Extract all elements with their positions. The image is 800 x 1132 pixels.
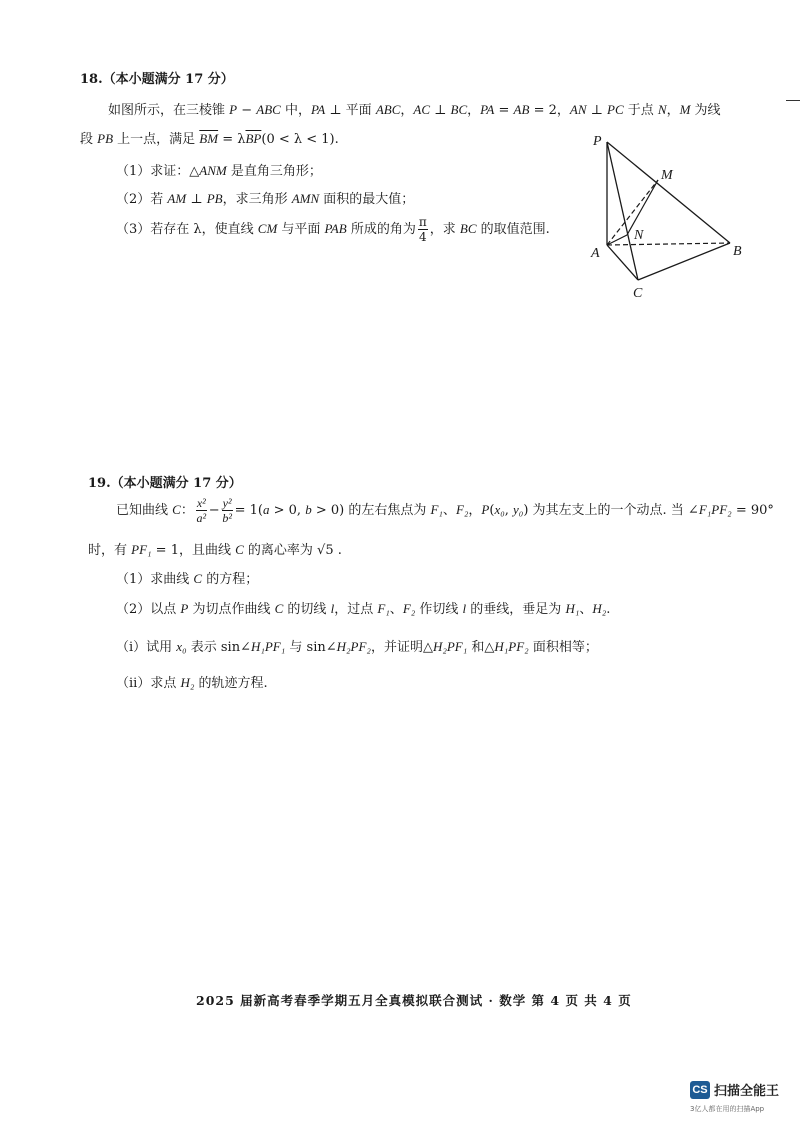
pi-over-4-fraction: $\frac{\pi}{4}$ [418,215,427,244]
q19-part2-ii: （ii）求点 H₂ 的轨迹方程. [116,675,268,691]
label-a: A [591,246,600,261]
label-m: M [661,168,673,183]
q19-stem-line1: 已知曲线 C： $\frac{\text{x²}}{\text{a²}}$ − $\frac{\text{y²}}{\text{b²}}$ = 1(a > 0, b > 0) 的左右焦点为 F₁、F₂，P(x₀, y₀) 为其左支上的一个动点. 当 ∠F₁PF₂ = 90° [116,496,774,525]
edge-ab-hidden [607,243,730,245]
watermark-name: 扫描全能王 [714,1084,780,1099]
edge-pb [607,142,730,243]
segment-am-hidden [607,180,658,245]
label-n: N [634,228,644,243]
scanner-watermark [690,1080,779,1099]
page-footer: 2025 届新高考春季学期五月全真模拟联合测试 · 数学 第 4 页 共 4 页 [196,993,632,1008]
q18-stem-line2: 段 PB 上一点，满足 $\overline{BM} = \lambda\overline{BP}(0 < \lambda < 1)$. [80,131,339,147]
q19-part2-i: （i）试用 x₀ 表示 sin∠H₁PF₁ 与 sin∠H₂PF₂，并证明△H₂PF₁ 和△H₁PF₂ 面积相等； [116,639,598,655]
q19-header: 19.（本小题满分 17 分） [88,476,242,491]
q19-part2: （2）以点 P 为切点作曲线 C 的切线 l，过点 F₁、F₂ 作切线 l 的垂线，垂足为 H₁、H₂. [116,601,611,617]
tetrahedron-figure [585,125,755,305]
x-squared-over-a-squared: $\frac{\text{x²}}{\text{a²}}$ [196,496,207,525]
q19-stem-line2: 时，有 PF₁ = 1，且曲线 C 的离心率为 √5 . [88,542,342,558]
q18-part2: （2）若 AM ⊥ PB，求三角形 AMN 面积的最大值； [116,191,415,207]
q18-stem-line1: 如图所示，在三棱锥 P − ABC 中，PA ⊥ 平面 ABC，AC ⊥ BC，PA = AB = 2，AN ⊥ PC 于点 N，M 为线 [108,102,721,118]
label-p: P [593,134,602,149]
q18-part3: （3）若存在 λ，使直线 CM 与平面 PAB 所成的角为 $\frac{\pi}{4}$ ，求 BC 的取值范围. [116,215,550,244]
scan-edge-mark [786,100,800,101]
edge-ac [607,245,638,280]
segment-nm [627,180,658,235]
q19-part1: （1）求曲线 C 的方程； [116,571,259,587]
label-c: C [633,286,643,301]
segment-an [607,235,627,245]
camscanner-logo-icon: CS [690,1081,710,1099]
edge-cb [638,243,730,280]
q18-header: 18.（本小题满分 17 分） [80,72,234,87]
label-b: B [733,244,742,259]
q18-part1: （1）求证：△ANM 是直角三角形； [116,163,322,179]
y-squared-over-b-squared: $\frac{\text{y²}}{\text{b²}}$ [222,496,232,525]
watermark-subtitle: 3亿人都在用的扫描App [690,1105,765,1113]
